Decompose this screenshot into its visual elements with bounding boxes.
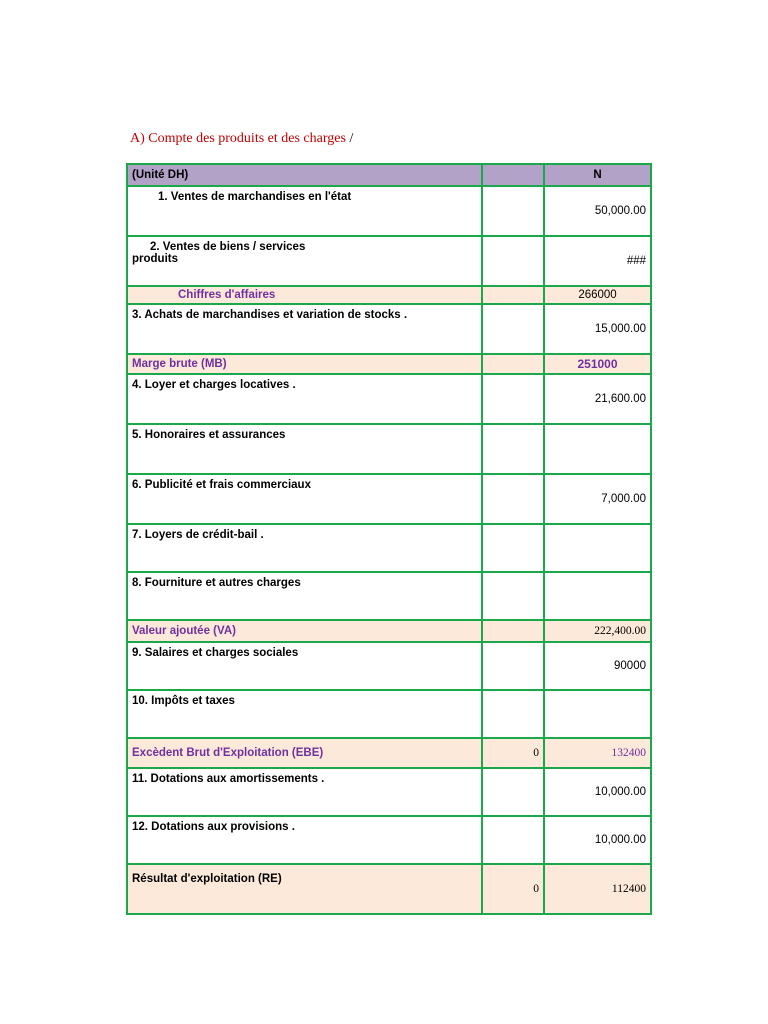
row-value: 222,400.00 — [544, 620, 651, 642]
row-extra: 0 — [482, 738, 544, 768]
row-label: Excèdent Brut d'Exploitation (EBE) — [132, 747, 324, 759]
row-extra — [482, 236, 544, 286]
row-label: 4. Loyer et charges locatives . — [132, 379, 296, 391]
row-value — [544, 424, 651, 474]
row-value: 15,000.00 — [544, 304, 651, 354]
table-row — [127, 474, 651, 524]
row-label: 2. Ventes de biens / services — [150, 241, 306, 253]
table-row — [127, 186, 651, 236]
row-value: 132400 — [544, 738, 651, 768]
row-label: Marge brute (MB) — [132, 358, 227, 370]
row-extra — [482, 304, 544, 354]
row-extra — [482, 286, 544, 304]
row-label: Chiffres d'affaires — [178, 289, 276, 301]
row-value — [544, 690, 651, 738]
row-extra — [482, 816, 544, 864]
table-row — [127, 304, 651, 354]
row-value: 7,000.00 — [544, 474, 651, 524]
row-extra — [482, 768, 544, 816]
section-slash: / — [349, 131, 354, 146]
unit-header: (Unité DH) — [127, 164, 482, 186]
row-extra — [482, 424, 544, 474]
subtotal-row — [127, 286, 651, 304]
row-extra — [482, 690, 544, 738]
table-row — [127, 374, 651, 424]
row-label: 10. Impôts et taxes — [132, 695, 235, 707]
subtotal-row — [127, 620, 651, 642]
row-value: 10,000.00 — [544, 768, 651, 816]
blank-header — [482, 164, 544, 186]
row-value: 21,600.00 — [544, 374, 651, 424]
row-label: 9. Salaires et charges sociales — [132, 647, 299, 659]
row-extra — [482, 186, 544, 236]
table-header-row — [127, 164, 651, 186]
table-row — [127, 524, 651, 572]
row-extra: 0 — [482, 864, 544, 914]
row-extra — [482, 374, 544, 424]
section-title: Compte des produits et des charges — [148, 131, 346, 146]
subtotal-row — [127, 738, 651, 768]
row-extra — [482, 354, 544, 374]
row-label: 3. Achats de marchandises et variation de stocks . — [132, 309, 408, 321]
row-extra — [482, 620, 544, 642]
table-row — [127, 768, 651, 816]
row-label: 7. Loyers de crédit-bail . — [132, 529, 264, 541]
section-prefix: A) — [130, 131, 145, 146]
row-label-2: produits — [132, 253, 178, 265]
row-label: 12. Dotations aux provisions . — [132, 821, 295, 833]
row-value: 10,000.00 — [544, 816, 651, 864]
table-row — [127, 236, 651, 286]
row-label: 5. Honoraires et assurances — [132, 429, 286, 441]
row-value: ### — [544, 236, 651, 286]
row-value: 251000 — [544, 354, 651, 374]
row-extra — [482, 572, 544, 620]
row-label: 6. Publicité et frais commerciaux — [132, 479, 311, 491]
row-extra — [482, 524, 544, 572]
section-heading — [130, 131, 353, 147]
table-row — [127, 424, 651, 474]
row-label: 1. Ventes de marchandises en l'état — [158, 191, 352, 203]
row-extra — [482, 474, 544, 524]
row-value — [544, 572, 651, 620]
row-value: 112400 — [544, 864, 651, 914]
row-value: 90000 — [544, 642, 651, 690]
row-label: 11. Dotations aux amortissements . — [132, 773, 325, 785]
result-row — [127, 864, 651, 914]
row-value: 266000 — [544, 286, 651, 304]
table-row — [127, 816, 651, 864]
table-row — [127, 690, 651, 738]
income-statement-table — [126, 163, 652, 915]
year-column-header: N — [544, 164, 651, 186]
row-value — [544, 524, 651, 572]
row-value: 50,000.00 — [544, 186, 651, 236]
row-label: Valeur ajoutée (VA) — [132, 625, 236, 637]
row-label: Résultat d'exploitation (RE) — [132, 873, 282, 885]
table-row — [127, 572, 651, 620]
subtotal-row — [127, 354, 651, 374]
row-extra — [482, 642, 544, 690]
table-row — [127, 642, 651, 690]
row-label: 8. Fourniture et autres charges — [132, 577, 301, 589]
